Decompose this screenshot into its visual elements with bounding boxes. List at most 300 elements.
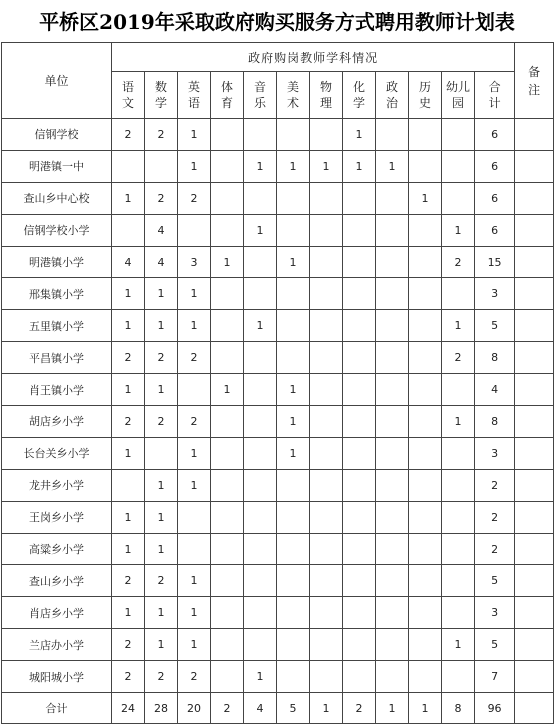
- table-row: [2, 406, 554, 438]
- count-cell: [343, 278, 376, 310]
- count-cell: [409, 437, 442, 469]
- school-name: 明港镇一中: [2, 150, 112, 182]
- table-row: [2, 310, 554, 342]
- count-cell: [244, 278, 277, 310]
- count-cell: 1: [244, 310, 277, 342]
- count-cell: 1: [277, 406, 310, 438]
- subject-header: 合 计: [475, 72, 515, 119]
- remark-cell: [515, 693, 554, 724]
- count-cell: 1: [145, 533, 178, 565]
- subject-header: 美 术: [277, 72, 310, 119]
- count-cell: [112, 150, 145, 182]
- total-cell: 2: [211, 693, 244, 724]
- count-cell: [211, 437, 244, 469]
- count-cell: [310, 182, 343, 214]
- subject-header: 幼儿 园: [442, 72, 475, 119]
- count-cell: 1: [112, 182, 145, 214]
- table-row: [2, 278, 554, 310]
- count-cell: 2: [145, 182, 178, 214]
- count-cell: [442, 437, 475, 469]
- count-cell: [310, 374, 343, 406]
- count-cell: [211, 533, 244, 565]
- count-cell: [310, 629, 343, 661]
- count-cell: 1: [112, 310, 145, 342]
- count-cell: 1: [112, 437, 145, 469]
- school-name: 胡店乡小学: [2, 406, 112, 438]
- total-cell: 24: [112, 693, 145, 724]
- remark-cell: [515, 150, 554, 182]
- remark-cell: [515, 629, 554, 661]
- count-cell: [178, 533, 211, 565]
- count-cell: 2: [178, 406, 211, 438]
- count-cell: [277, 119, 310, 151]
- subject-header: 政 治: [376, 72, 409, 119]
- table-row: [2, 565, 554, 597]
- count-cell: [310, 501, 343, 533]
- remark-cell: [515, 310, 554, 342]
- count-cell: [178, 501, 211, 533]
- table-row: [2, 342, 554, 374]
- table-row: [2, 629, 554, 661]
- count-cell: [409, 214, 442, 246]
- count-cell: [277, 565, 310, 597]
- count-cell: [244, 342, 277, 374]
- school-name: 肖店乡小学: [2, 597, 112, 629]
- count-cell: [343, 533, 376, 565]
- subject-header: 数 学: [145, 72, 178, 119]
- count-cell: 1: [442, 310, 475, 342]
- count-cell: 1: [112, 501, 145, 533]
- count-cell: 1: [244, 150, 277, 182]
- count-cell: 1: [145, 374, 178, 406]
- count-cell: [310, 214, 343, 246]
- count-cell: 2: [112, 342, 145, 374]
- count-cell: [310, 119, 343, 151]
- count-cell: [343, 406, 376, 438]
- count-cell: 1: [442, 214, 475, 246]
- count-cell: [277, 310, 310, 342]
- count-cell: 2: [145, 565, 178, 597]
- count-cell: [442, 501, 475, 533]
- count-cell: [277, 342, 310, 374]
- count-cell: [343, 214, 376, 246]
- count-cell: 2: [145, 661, 178, 693]
- count-cell: [244, 565, 277, 597]
- table-row: [2, 437, 554, 469]
- count-cell: [376, 661, 409, 693]
- count-cell: 2: [145, 406, 178, 438]
- count-cell: 1: [343, 150, 376, 182]
- remark-cell: [515, 501, 554, 533]
- row-total-cell: 4: [475, 374, 515, 406]
- remark-header: 备 注: [515, 43, 554, 119]
- count-cell: 1: [112, 597, 145, 629]
- count-cell: [310, 246, 343, 278]
- table-row: [2, 214, 554, 246]
- count-cell: [112, 469, 145, 501]
- subject-header: 物 理: [310, 72, 343, 119]
- count-cell: [343, 246, 376, 278]
- count-cell: [178, 214, 211, 246]
- count-cell: [409, 629, 442, 661]
- count-cell: [211, 342, 244, 374]
- count-cell: [211, 469, 244, 501]
- count-cell: [376, 565, 409, 597]
- count-cell: [211, 150, 244, 182]
- count-cell: [409, 150, 442, 182]
- count-cell: 1: [277, 150, 310, 182]
- count-cell: [409, 565, 442, 597]
- count-cell: [376, 597, 409, 629]
- row-total-cell: 7: [475, 661, 515, 693]
- count-cell: [343, 437, 376, 469]
- count-cell: [277, 629, 310, 661]
- count-cell: [211, 661, 244, 693]
- count-cell: [376, 533, 409, 565]
- row-total-cell: 8: [475, 406, 515, 438]
- count-cell: 4: [112, 246, 145, 278]
- row-total-cell: 6: [475, 214, 515, 246]
- count-cell: [376, 374, 409, 406]
- count-cell: 3: [178, 246, 211, 278]
- row-total-cell: 15: [475, 246, 515, 278]
- count-cell: [442, 469, 475, 501]
- count-cell: [277, 278, 310, 310]
- count-cell: 2: [442, 342, 475, 374]
- count-cell: 1: [211, 246, 244, 278]
- count-cell: [211, 310, 244, 342]
- table-row: [2, 469, 554, 501]
- count-cell: [244, 501, 277, 533]
- row-total-cell: 2: [475, 533, 515, 565]
- total-cell: 8: [442, 693, 475, 724]
- total-row: [2, 693, 554, 724]
- row-total-cell: 5: [475, 565, 515, 597]
- table-row: [2, 374, 554, 406]
- count-cell: 1: [442, 629, 475, 661]
- count-cell: [376, 246, 409, 278]
- count-cell: [211, 119, 244, 151]
- count-cell: [376, 310, 409, 342]
- count-cell: [409, 342, 442, 374]
- count-cell: [442, 278, 475, 310]
- count-cell: [244, 246, 277, 278]
- count-cell: 1: [277, 374, 310, 406]
- count-cell: [145, 150, 178, 182]
- school-name: 平昌镇小学: [2, 342, 112, 374]
- count-cell: [244, 469, 277, 501]
- table-row: [2, 246, 554, 278]
- remark-cell: [515, 374, 554, 406]
- count-cell: 1: [178, 437, 211, 469]
- count-cell: [442, 661, 475, 693]
- count-cell: [211, 182, 244, 214]
- subject-header: 语 文: [112, 72, 145, 119]
- count-cell: 2: [178, 342, 211, 374]
- count-cell: [244, 406, 277, 438]
- row-total-cell: 3: [475, 278, 515, 310]
- count-cell: [310, 469, 343, 501]
- count-cell: [442, 182, 475, 214]
- table-row: [2, 182, 554, 214]
- row-total-cell: 6: [475, 150, 515, 182]
- count-cell: 1: [112, 374, 145, 406]
- count-cell: 1: [244, 661, 277, 693]
- count-cell: [376, 119, 409, 151]
- count-cell: 2: [112, 406, 145, 438]
- count-cell: [343, 597, 376, 629]
- count-cell: 2: [112, 565, 145, 597]
- count-cell: [409, 469, 442, 501]
- table-row: [2, 150, 554, 182]
- remark-cell: [515, 565, 554, 597]
- count-cell: 1: [145, 501, 178, 533]
- total-cell: 1: [376, 693, 409, 724]
- remark-cell: [515, 342, 554, 374]
- total-cell: 28: [145, 693, 178, 724]
- count-cell: 2: [112, 629, 145, 661]
- school-name: 信钢学校小学: [2, 214, 112, 246]
- count-cell: [244, 437, 277, 469]
- count-cell: [178, 374, 211, 406]
- school-name: 信钢学校: [2, 119, 112, 151]
- school-name: 龙井乡小学: [2, 469, 112, 501]
- row-total-cell: 6: [475, 182, 515, 214]
- total-cell: 96: [475, 693, 515, 724]
- count-cell: [211, 214, 244, 246]
- count-cell: [442, 533, 475, 565]
- count-cell: [211, 565, 244, 597]
- count-cell: [310, 406, 343, 438]
- count-cell: [310, 342, 343, 374]
- count-cell: [277, 597, 310, 629]
- count-cell: [310, 565, 343, 597]
- count-cell: 1: [145, 469, 178, 501]
- count-cell: 1: [277, 437, 310, 469]
- count-cell: [376, 469, 409, 501]
- row-total-cell: 6: [475, 119, 515, 151]
- count-cell: 2: [145, 342, 178, 374]
- count-cell: 4: [145, 214, 178, 246]
- table-row: [2, 533, 554, 565]
- count-cell: [376, 629, 409, 661]
- count-cell: [409, 246, 442, 278]
- count-cell: 1: [145, 597, 178, 629]
- count-cell: 1: [376, 150, 409, 182]
- row-total-cell: 5: [475, 310, 515, 342]
- count-cell: 1: [178, 597, 211, 629]
- count-cell: [310, 661, 343, 693]
- count-cell: 1: [178, 119, 211, 151]
- teacher-plan-table: [1, 42, 554, 724]
- count-cell: 1: [244, 214, 277, 246]
- count-cell: 1: [178, 629, 211, 661]
- count-cell: 2: [112, 661, 145, 693]
- count-cell: [244, 182, 277, 214]
- school-name: 五里镇小学: [2, 310, 112, 342]
- count-cell: [376, 501, 409, 533]
- count-cell: 2: [112, 119, 145, 151]
- school-name: 王岗乡小学: [2, 501, 112, 533]
- remark-cell: [515, 214, 554, 246]
- count-cell: 1: [178, 278, 211, 310]
- remark-cell: [515, 661, 554, 693]
- count-cell: [211, 597, 244, 629]
- count-cell: 1: [442, 406, 475, 438]
- count-cell: 2: [178, 661, 211, 693]
- remark-cell: [515, 246, 554, 278]
- count-cell: [277, 661, 310, 693]
- count-cell: 2: [442, 246, 475, 278]
- count-cell: 1: [145, 310, 178, 342]
- count-cell: [343, 501, 376, 533]
- school-name: 肖王镇小学: [2, 374, 112, 406]
- subject-group-header: 政府购岗教师学科情况: [112, 43, 515, 72]
- count-cell: [310, 597, 343, 629]
- count-cell: [343, 310, 376, 342]
- count-cell: 1: [145, 629, 178, 661]
- subject-header: 化 学: [343, 72, 376, 119]
- row-total-cell: 2: [475, 469, 515, 501]
- count-cell: [376, 278, 409, 310]
- count-cell: [376, 214, 409, 246]
- page-title: 平桥区2019年采取政府购买服务方式聘用教师计划表: [39, 10, 515, 34]
- remark-cell: [515, 406, 554, 438]
- count-cell: [442, 597, 475, 629]
- count-cell: [244, 533, 277, 565]
- count-cell: [277, 501, 310, 533]
- school-name: 高粱乡小学: [2, 533, 112, 565]
- school-name: 查山乡中心校: [2, 182, 112, 214]
- count-cell: [409, 119, 442, 151]
- count-cell: 1: [178, 469, 211, 501]
- count-cell: 1: [112, 278, 145, 310]
- count-cell: [442, 150, 475, 182]
- count-cell: [277, 214, 310, 246]
- count-cell: [277, 469, 310, 501]
- count-cell: [409, 406, 442, 438]
- count-cell: [211, 406, 244, 438]
- table-row: [2, 501, 554, 533]
- count-cell: [343, 565, 376, 597]
- subject-header: 音 乐: [244, 72, 277, 119]
- count-cell: [310, 310, 343, 342]
- school-name: 兰店办小学: [2, 629, 112, 661]
- count-cell: [343, 661, 376, 693]
- remark-cell: [515, 278, 554, 310]
- count-cell: 1: [145, 278, 178, 310]
- total-cell: 1: [310, 693, 343, 724]
- count-cell: [409, 533, 442, 565]
- total-cell: 4: [244, 693, 277, 724]
- count-cell: 1: [310, 150, 343, 182]
- count-cell: 1: [112, 533, 145, 565]
- remark-cell: [515, 119, 554, 151]
- count-cell: [442, 374, 475, 406]
- row-total-cell: 2: [475, 501, 515, 533]
- total-cell: 1: [409, 693, 442, 724]
- table-row: [2, 597, 554, 629]
- count-cell: 1: [178, 310, 211, 342]
- total-cell: 2: [343, 693, 376, 724]
- remark-cell: [515, 469, 554, 501]
- count-cell: [376, 342, 409, 374]
- school-name: 长台关乡小学: [2, 437, 112, 469]
- total-cell: 5: [277, 693, 310, 724]
- count-cell: [343, 182, 376, 214]
- count-cell: 1: [343, 119, 376, 151]
- count-cell: [409, 374, 442, 406]
- unit-header: 单位: [2, 43, 112, 119]
- count-cell: 1: [277, 246, 310, 278]
- count-cell: [376, 182, 409, 214]
- count-cell: [409, 597, 442, 629]
- count-cell: [244, 374, 277, 406]
- school-name: 邢集镇小学: [2, 278, 112, 310]
- row-total-cell: 8: [475, 342, 515, 374]
- count-cell: [343, 469, 376, 501]
- count-cell: [244, 629, 277, 661]
- count-cell: 2: [145, 119, 178, 151]
- count-cell: [343, 629, 376, 661]
- count-cell: 1: [178, 150, 211, 182]
- count-cell: [343, 374, 376, 406]
- count-cell: [376, 437, 409, 469]
- school-name: 城阳城小学: [2, 661, 112, 693]
- count-cell: [112, 214, 145, 246]
- count-cell: [211, 501, 244, 533]
- count-cell: [310, 533, 343, 565]
- count-cell: [343, 342, 376, 374]
- subject-header: 历 史: [409, 72, 442, 119]
- table-row: [2, 119, 554, 151]
- count-cell: 2: [178, 182, 211, 214]
- row-total-cell: 3: [475, 437, 515, 469]
- count-cell: [442, 119, 475, 151]
- count-cell: 1: [409, 182, 442, 214]
- remark-cell: [515, 182, 554, 214]
- count-cell: [211, 629, 244, 661]
- count-cell: [442, 565, 475, 597]
- count-cell: [244, 119, 277, 151]
- row-total-cell: 5: [475, 629, 515, 661]
- count-cell: [310, 437, 343, 469]
- subject-header: 体 育: [211, 72, 244, 119]
- count-cell: [310, 278, 343, 310]
- school-name: 查山乡小学: [2, 565, 112, 597]
- count-cell: 1: [178, 565, 211, 597]
- count-cell: [409, 501, 442, 533]
- count-cell: [376, 406, 409, 438]
- remark-cell: [515, 597, 554, 629]
- row-total-cell: 3: [475, 597, 515, 629]
- count-cell: 4: [145, 246, 178, 278]
- total-label: 合计: [2, 693, 112, 724]
- count-cell: [409, 278, 442, 310]
- count-cell: [277, 182, 310, 214]
- table-row: [2, 661, 554, 693]
- total-cell: 20: [178, 693, 211, 724]
- remark-cell: [515, 437, 554, 469]
- count-cell: [211, 278, 244, 310]
- remark-cell: [515, 533, 554, 565]
- subject-header: 英 语: [178, 72, 211, 119]
- count-cell: 1: [211, 374, 244, 406]
- count-cell: [145, 437, 178, 469]
- count-cell: [409, 310, 442, 342]
- school-name: 明港镇小学: [2, 246, 112, 278]
- count-cell: [409, 661, 442, 693]
